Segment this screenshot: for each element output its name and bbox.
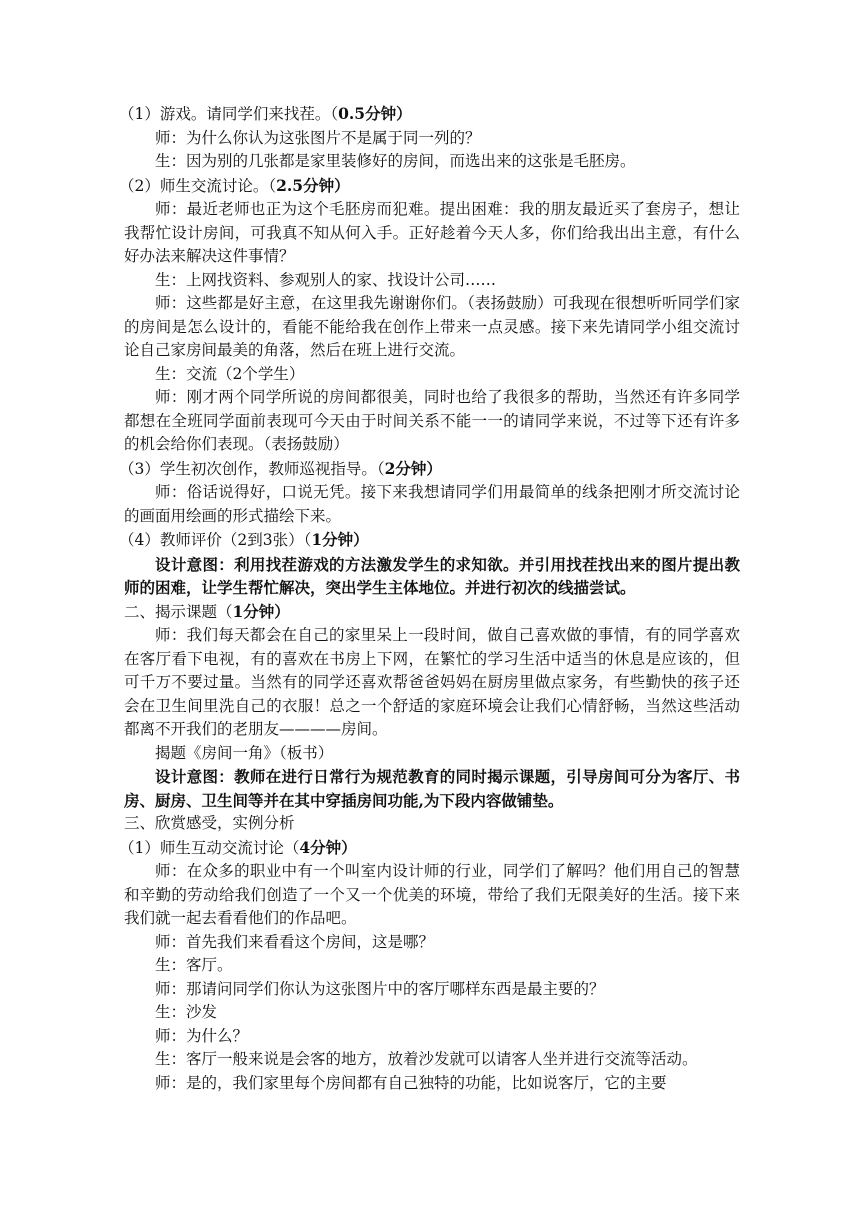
dialogue-teacher: 师：刚才两个同学所说的房间都很美，同时也给了我很多的帮助，当然还有许多同学都想在全班同学面前表现可今天由于时间关系不能一一的请同学来说，不过等下还有许多的机会给你们表现。（表扬鼓励） (124, 388, 740, 453)
dialogue-student: 生：沙发 (155, 1003, 218, 1021)
dialogue-teacher: 师：这些都是好主意，在这里我先谢谢你们。（表扬鼓励）可我现在很想听听同学们家的房间是怎么设计的，看能不能给我在创作上带来一点灵感。接下来先请同学小组交流讨论自己家房间最美的角落，然后在班上进行交流。 (124, 294, 740, 359)
section-2-heading: 二、揭示课题（1分钟） (124, 601, 290, 621)
dialogue-student: 生：上网找资料、参观别人的家、找设计公司…… (155, 270, 497, 289)
step-1-heading: （1）游戏。请同学们来找茬。（0.5分钟） (119, 104, 412, 123)
dialogue-teacher: 师：我们每天都会在自己的家里呆上一段时间，做自己喜欢做的事情，有的同学喜欢在客厅看下电视，有的喜欢在书房上下网，在繁忙的学习生活中适当的休息是应该的，但可千万不要过量。当然有的同学还喜欢帮爸爸妈妈在厨房里做点家务，有些勤快的孩子还会在卫生间里洗自己的衣服！总之一个舒适的家庭环境会让我们心情舒畅，当然这些活动都离不开我们的老朋友————房间。 (124, 626, 740, 738)
dialogue-teacher: 师：是的，我们家里每个房间都有自己独特的功能，比如说客厅，它的主要 (155, 1073, 667, 1092)
dialogue-teacher: 师：最近老师也正为这个毛胚房而犯难。提出困难：我的朋友最近买了套房子，想让我帮忙设计房间，可我真不知从何入手。正好趁着今天人多，你们给我出出主意，有什么好办法来解决这件事情？ (124, 200, 740, 265)
step-4-heading: （4）教师评价（2到3张）（1分钟） (119, 530, 369, 549)
document-page (119, 102, 740, 1095)
step-2-heading: （2）师生交流讨论。（2.5分钟） (119, 175, 350, 195)
step-3-heading: （3）学生初次创作，教师巡视指导。（2分钟） (119, 458, 442, 478)
dialogue-teacher: 师：为什么？ (155, 1026, 249, 1045)
section-3-heading: 三、欣赏感受，实例分析 (124, 814, 295, 832)
dialogue-teacher: 师：俗话说得好，口说无凭。接下来我想请同学们用最简单的线条把刚才所交流讨论的画面用绘画的形式描绘下来。 (124, 483, 740, 525)
topic-reveal: 揭题《房间一角》（板书） (155, 743, 334, 762)
dialogue-student: 生：客厅。 (155, 956, 233, 974)
dialogue-student: 生：交流（2个学生） (155, 364, 305, 383)
dialogue-student: 生：客厅一般来说是会客的地方，放着沙发就可以请客人坐并进行交流等活动。 (155, 1050, 698, 1068)
step-3-1-heading: （1）师生互动交流讨论（4分钟） (119, 837, 357, 857)
design-intent-2: 设计意图：教师在进行日常行为规范教育的同时揭示课题，引导房间可分为客厅、书房、厨房、卫生间等并在其中穿插房间功能,为下段内容做铺垫。 (124, 767, 740, 810)
design-intent-1: 设计意图：利用找茬游戏的方法激发学生的求知欲。并引用找茬找出来的图片提出教师的困难，让学生帮忙解决，突出学生主体地位。并进行初次的线描尝试。 (124, 554, 740, 597)
dialogue-teacher: 师：为什么你认为这张图片不是属于同一列的？ (155, 128, 481, 147)
dialogue-teacher: 师：首先我们来看看这个房间，这是哪？ (155, 932, 435, 951)
dialogue-teacher: 师：在众多的职业中有一个叫室内设计师的行业，同学们了解吗？他们用自己的智慧和辛勤的劳动给我们创造了一个又一个优美的环境，带给了我们无限美好的生活。接下来我们就一起去看看他们的作品吧。 (124, 862, 740, 927)
dialogue-student: 生：因为别的几张都是家里装修好的房间，而选出来的这张是毛胚房。 (155, 152, 636, 170)
dialogue-teacher: 师：那请问同学们你认为这张图片中的客厅哪样东西是最主要的？ (155, 979, 605, 998)
